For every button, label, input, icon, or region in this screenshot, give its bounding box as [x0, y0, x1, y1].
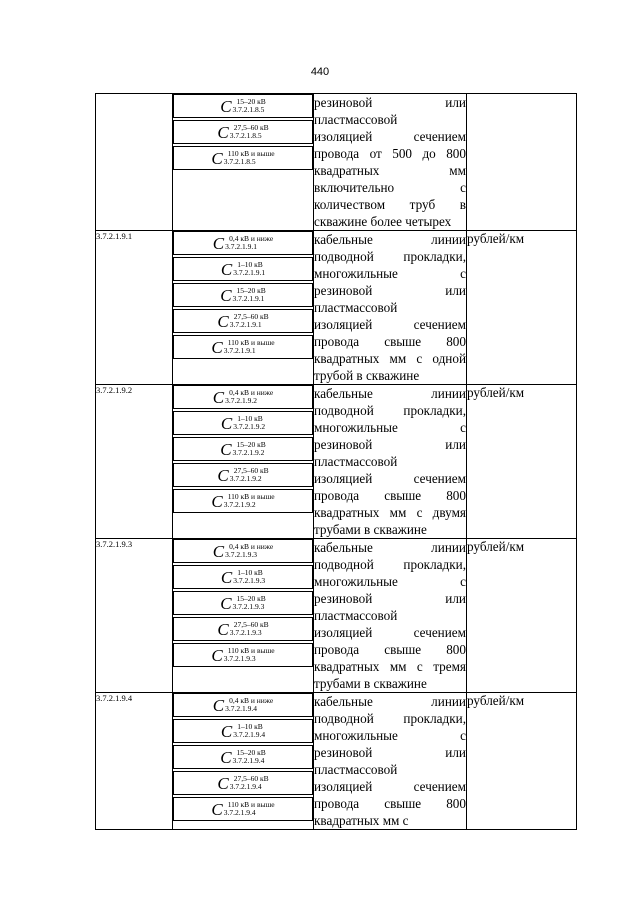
- description-line: подводной прокладки,: [314, 711, 466, 726]
- formula-superscript: 15–20 кВ: [236, 748, 266, 757]
- unit-cell: рублей/км: [467, 539, 577, 693]
- formula-symbol: C: [212, 541, 225, 561]
- description-line: резиновой или: [314, 745, 466, 760]
- description-line: квадратных мм с тремя: [314, 659, 466, 674]
- description-line: кабельные линии: [314, 232, 466, 247]
- formula-box: [173, 120, 313, 144]
- formula-symbol: C: [217, 465, 229, 485]
- description-line: провода от 500 до 800: [314, 146, 466, 161]
- description-line: провода свыше 800: [314, 488, 466, 503]
- formula-superscript: 1–10 кВ: [237, 568, 263, 577]
- formula-superscript: 15–20 кВ: [236, 286, 266, 295]
- cost-formula: [221, 415, 265, 432]
- description-cell: [314, 539, 467, 693]
- formula-indices: [230, 621, 269, 637]
- formula-symbol: C: [217, 619, 229, 639]
- formula-subscript: 3.7.2.1.9.1: [232, 294, 265, 303]
- formula-superscript: 27,5–60 кВ: [233, 123, 269, 132]
- formula-list: [173, 539, 313, 669]
- description-line: провода свыше 800: [314, 796, 466, 811]
- cost-formula: [220, 287, 266, 304]
- formula-symbol: C: [220, 96, 232, 116]
- formula-subscript: 3.7.2.1.9.3: [229, 628, 262, 637]
- description-line: провода свыше 800: [314, 642, 466, 657]
- description-cell: [314, 231, 467, 385]
- description-line: квадратных мм с двумя: [314, 505, 466, 520]
- formula-indices: [233, 441, 266, 457]
- formula-subscript: 3.7.2.1.9.3: [223, 654, 256, 663]
- formula-box: [173, 283, 313, 307]
- formula-symbol: C: [212, 695, 225, 715]
- formula-superscript: 0,4 кВ и ниже: [229, 388, 274, 397]
- cost-formula: [217, 467, 268, 484]
- description-line: резиновой или: [314, 95, 466, 110]
- cost-formula: [217, 313, 268, 330]
- formula-box: [173, 539, 313, 563]
- formula-symbol: C: [212, 387, 225, 407]
- table-row: [96, 94, 577, 231]
- cost-formula: [211, 801, 274, 818]
- unit-cell: рублей/км: [467, 693, 577, 830]
- cost-formula: [213, 389, 273, 406]
- formula-symbol: C: [211, 337, 223, 357]
- row-code: 3.7.2.1.9.4: [96, 693, 173, 830]
- formula-box: [173, 411, 313, 435]
- formula-indices: [224, 339, 275, 355]
- formula-indices: [233, 287, 266, 303]
- formula-list: [173, 385, 313, 515]
- formula-symbol: C: [220, 439, 232, 459]
- formula-indices: [224, 150, 275, 166]
- table-row: [96, 231, 577, 385]
- description-line: трубами в скважине: [314, 676, 427, 691]
- formula-symbol: C: [220, 721, 233, 741]
- formula-box: [173, 745, 313, 769]
- formula-superscript: 110 кВ и выше: [227, 492, 275, 501]
- cost-formula: [213, 543, 273, 560]
- formula-subscript: 3.7.2.1.8.5: [229, 131, 262, 140]
- formula-box: [173, 643, 313, 667]
- formula-symbol: C: [220, 259, 233, 279]
- description-cell: [314, 94, 467, 231]
- cost-formula: [211, 150, 274, 167]
- formula-indices: [224, 801, 275, 817]
- row-code: 3.7.2.1.9.3: [96, 539, 173, 693]
- formula-indices: [233, 569, 265, 585]
- table-row: [96, 539, 577, 693]
- description-line: кабельные линии: [314, 694, 466, 709]
- formula-superscript: 110 кВ и выше: [227, 800, 275, 809]
- formula-box: [173, 463, 313, 487]
- description-line: пластмассовой: [314, 112, 398, 127]
- cost-formula: [211, 647, 274, 664]
- formula-symbol: C: [211, 148, 223, 168]
- formula-box: [173, 565, 313, 589]
- formula-box: [173, 797, 313, 821]
- formula-box: [173, 591, 313, 615]
- formula-superscript: 15–20 кВ: [236, 440, 266, 449]
- formula-box: [173, 385, 313, 409]
- row-code: [96, 94, 173, 231]
- formula-indices: [230, 124, 269, 140]
- description-line: многожильные с: [314, 728, 466, 743]
- formula-cell: [173, 231, 314, 385]
- formula-subscript: 3.7.2.1.9.4: [232, 756, 265, 765]
- description-line: подводной прокладки,: [314, 557, 466, 572]
- formula-box: [173, 489, 313, 513]
- formula-list: [173, 94, 313, 172]
- formula-superscript: 27,5–60 кВ: [233, 774, 269, 783]
- cost-formula: [217, 775, 268, 792]
- formula-subscript: 3.7.2.1.9.3: [233, 576, 266, 585]
- cost-formula: [217, 621, 268, 638]
- formula-subscript: 3.7.2.1.9.1: [225, 242, 257, 251]
- description-line: пластмассовой: [314, 762, 398, 777]
- formula-indices: [225, 389, 273, 405]
- formula-superscript: 110 кВ и выше: [227, 646, 275, 655]
- cost-formula: [220, 441, 266, 458]
- formula-superscript: 27,5–60 кВ: [233, 312, 269, 321]
- description-cell: [314, 693, 467, 830]
- formula-indices: [230, 775, 269, 791]
- formula-box: [173, 335, 313, 359]
- formula-box: [173, 257, 313, 281]
- formula-symbol: C: [220, 747, 232, 767]
- formula-cell: [173, 385, 314, 539]
- description-line: трубами в скважине: [314, 522, 427, 537]
- cost-formula: [213, 235, 273, 252]
- formula-subscript: 3.7.2.1.9.2: [229, 474, 262, 483]
- table-row: [96, 385, 577, 539]
- description-line: изоляцией сечением: [314, 317, 466, 332]
- formula-indices: [233, 723, 265, 739]
- description-line: пластмассовой: [314, 608, 398, 623]
- formula-symbol: C: [217, 773, 229, 793]
- description-line: подводной прокладки,: [314, 249, 466, 264]
- formula-subscript: 3.7.2.1.9.2: [233, 422, 266, 431]
- formula-indices: [225, 235, 273, 251]
- row-code: 3.7.2.1.9.2: [96, 385, 173, 539]
- description-line: изоляцией сечением: [314, 129, 466, 144]
- description-line: квадратных мм с одной: [314, 351, 466, 366]
- formula-symbol: C: [220, 285, 232, 305]
- formula-subscript: 3.7.2.1.9.4: [223, 808, 256, 817]
- formula-indices: [233, 415, 265, 431]
- description-line: подводной прокладки,: [314, 403, 466, 418]
- description-line: резиновой или: [314, 591, 466, 606]
- description-line: кабельные линии: [314, 386, 466, 401]
- description-line: пластмассовой: [314, 454, 398, 469]
- formula-indices: [233, 595, 266, 611]
- formula-superscript: 0,4 кВ и ниже: [229, 696, 274, 705]
- formula-subscript: 3.7.2.1.9.1: [229, 320, 262, 329]
- formula-subscript: 3.7.2.1.9.2: [232, 448, 265, 457]
- formula-indices: [230, 313, 269, 329]
- formula-symbol: C: [211, 645, 223, 665]
- description-line: трубой в скважине: [314, 368, 420, 383]
- cost-formula: [220, 749, 266, 766]
- formula-subscript: 3.7.2.1.9.2: [225, 396, 257, 405]
- formula-superscript: 27,5–60 кВ: [233, 620, 269, 629]
- cost-formula: [220, 595, 266, 612]
- description-line: многожильные с: [314, 266, 466, 281]
- formula-list: [173, 693, 313, 823]
- cost-formula: [221, 569, 265, 586]
- formula-list: [173, 231, 313, 361]
- cost-formula: [211, 339, 274, 356]
- formula-box: [173, 231, 313, 255]
- table-row: [96, 693, 577, 830]
- tariff-table-grid: [95, 93, 577, 830]
- formula-subscript: 3.7.2.1.9.4: [225, 704, 257, 713]
- cost-formula: [221, 723, 265, 740]
- description-line: провода свыше 800: [314, 334, 466, 349]
- formula-indices: [233, 98, 266, 114]
- table-body: [96, 94, 577, 830]
- unit-cell: рублей/км: [467, 385, 577, 539]
- formula-indices: [230, 467, 269, 483]
- formula-box: [173, 693, 313, 717]
- formula-cell: [173, 693, 314, 830]
- formula-indices: [233, 261, 265, 277]
- unit-cell: [467, 94, 577, 231]
- formula-indices: [224, 493, 275, 509]
- cost-formula: [213, 697, 273, 714]
- formula-cell: [173, 539, 314, 693]
- description-line: квадратных мм: [314, 163, 466, 178]
- formula-symbol: C: [211, 799, 223, 819]
- formula-box: [173, 437, 313, 461]
- unit-cell: рублей/км: [467, 231, 577, 385]
- description-line: пластмассовой: [314, 300, 398, 315]
- formula-superscript: 110 кВ и выше: [227, 149, 275, 158]
- formula-superscript: 1–10 кВ: [237, 722, 263, 731]
- description-line: скважине более четырех: [314, 214, 452, 229]
- formula-superscript: 0,4 кВ и ниже: [229, 234, 274, 243]
- formula-cell: [173, 94, 314, 231]
- formula-superscript: 110 кВ и выше: [227, 338, 275, 347]
- cost-formula: [211, 493, 274, 510]
- formula-subscript: 3.7.2.1.9.1: [233, 268, 266, 277]
- formula-indices: [224, 647, 275, 663]
- formula-subscript: 3.7.2.1.9.3: [225, 550, 257, 559]
- formula-superscript: 15–20 кВ: [236, 594, 266, 603]
- formula-box: [173, 617, 313, 641]
- formula-box: [173, 309, 313, 333]
- formula-symbol: C: [220, 593, 232, 613]
- formula-subscript: 3.7.2.1.9.2: [223, 500, 256, 509]
- formula-superscript: 1–10 кВ: [237, 260, 263, 269]
- description-line: включительно с: [314, 180, 466, 195]
- formula-superscript: 1–10 кВ: [237, 414, 263, 423]
- formula-symbol: C: [217, 122, 229, 142]
- description-line: многожильные с: [314, 574, 466, 589]
- formula-subscript: 3.7.2.1.8.5: [223, 157, 256, 166]
- description-line: изоляцией сечением: [314, 471, 466, 486]
- cost-formula: [217, 124, 268, 141]
- description-line: многожильные с: [314, 420, 466, 435]
- formula-box: [173, 94, 313, 118]
- formula-symbol: C: [220, 413, 233, 433]
- formula-symbol: C: [212, 233, 225, 253]
- formula-subscript: 3.7.2.1.9.4: [233, 730, 266, 739]
- formula-box: [173, 146, 313, 170]
- formula-symbol: C: [220, 567, 233, 587]
- formula-symbol: C: [211, 491, 223, 511]
- formula-symbol: C: [217, 311, 229, 331]
- description-line: квадратных мм с: [314, 813, 409, 828]
- description-line: резиновой или: [314, 437, 466, 452]
- formula-subscript: 3.7.2.1.9.4: [229, 782, 262, 791]
- formula-subscript: 3.7.2.1.9.1: [223, 346, 256, 355]
- formula-box: [173, 771, 313, 795]
- formula-subscript: 3.7.2.1.9.3: [232, 602, 265, 611]
- description-line: количеством труб в: [314, 197, 466, 212]
- formula-superscript: 0,4 кВ и ниже: [229, 542, 274, 551]
- formula-indices: [225, 543, 273, 559]
- page-number: 440: [310, 66, 330, 78]
- description-line: изоляцией сечением: [314, 625, 466, 640]
- formula-subscript: 3.7.2.1.8.5: [232, 105, 265, 114]
- formula-indices: [225, 697, 273, 713]
- tariff-table: [95, 93, 576, 830]
- formula-indices: [233, 749, 266, 765]
- formula-superscript: 15–20 кВ: [236, 97, 266, 106]
- description-line: изоляцией сечением: [314, 779, 466, 794]
- formula-box: [173, 719, 313, 743]
- description-line: резиновой или: [314, 283, 466, 298]
- description-cell: [314, 385, 467, 539]
- formula-superscript: 27,5–60 кВ: [233, 466, 269, 475]
- cost-formula: [221, 261, 265, 278]
- cost-formula: [220, 98, 266, 115]
- description-line: кабельные линии: [314, 540, 466, 555]
- row-code: 3.7.2.1.9.1: [96, 231, 173, 385]
